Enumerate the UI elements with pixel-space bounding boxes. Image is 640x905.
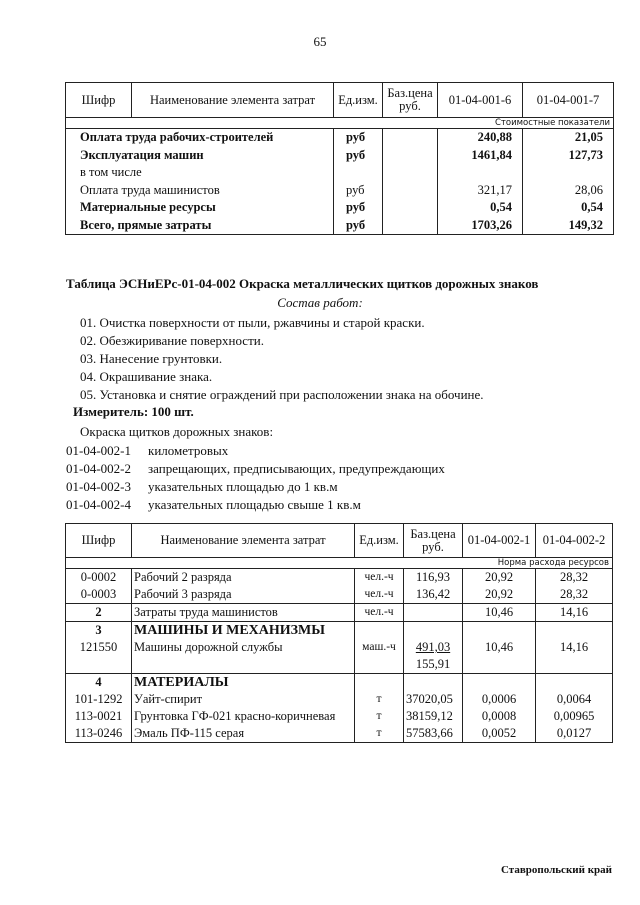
row-value-1: 0,54 xyxy=(490,200,512,214)
work-item: 04. Окрашивание знака. xyxy=(80,369,213,384)
item-value-2: 0,0127 xyxy=(556,726,592,740)
item-value-2: 28,32 xyxy=(559,570,589,584)
group-code: 2 xyxy=(95,605,102,619)
subheader-row xyxy=(66,558,613,569)
item-value-2: 0,0064 xyxy=(556,692,592,706)
item-price: 37020,05 xyxy=(406,692,453,706)
variant-code: 01-04-002-1 xyxy=(66,443,131,458)
row-unit xyxy=(334,164,382,182)
variant-label: указательных площадью свыше 1 кв.м xyxy=(148,497,361,512)
header-base-price: Баз.цена руб. xyxy=(404,524,463,558)
header-rate-2: 01-04-002-2 xyxy=(536,524,613,558)
item-value-2: 14,16 xyxy=(559,605,589,619)
group-code: 3 xyxy=(95,623,102,637)
row-unit: руб xyxy=(346,217,366,232)
row-value-1: 1703,26 xyxy=(471,217,512,232)
item-value-1: 0,0006 xyxy=(481,692,517,706)
header-rate-1: 01-04-002-1 xyxy=(463,524,536,558)
item-name: Грунтовка ГФ-021 красно-коричневая xyxy=(134,709,336,723)
item-code: 0-0003 xyxy=(80,587,117,601)
row-value-2: 127,73 xyxy=(568,147,603,162)
row-value-2: 0,54 xyxy=(581,200,603,214)
item-value-1: 0,0052 xyxy=(481,726,517,740)
item-value-1: 10,46 xyxy=(484,640,514,654)
resource-norms-table xyxy=(65,523,613,743)
table-header-row xyxy=(66,83,614,118)
variant-row xyxy=(66,479,338,495)
item-name: Затраты труда машинистов xyxy=(134,605,278,619)
workers-group-row xyxy=(66,569,613,604)
item-code: 113-0021 xyxy=(74,709,123,723)
item-unit: чел.-ч xyxy=(364,606,394,618)
variant-label: запрещающих, предписывающих, предупреждающих xyxy=(148,461,445,476)
row-value-1 xyxy=(438,164,522,182)
row-value-1: 240,88 xyxy=(477,130,512,144)
subheader-row xyxy=(66,118,614,129)
item-name: Уайт-спирит xyxy=(134,692,203,706)
variant-row xyxy=(66,461,445,477)
item-price-secondary: 155,91 xyxy=(415,657,451,671)
row-value-2: 21,05 xyxy=(574,130,603,144)
row-value-2: 28,06 xyxy=(574,182,603,197)
item-price: 38159,12 xyxy=(406,709,453,723)
variant-row xyxy=(66,497,361,513)
variant-code: 01-04-002-4 xyxy=(66,497,131,512)
row-name: Эксплуатация машин xyxy=(80,147,204,162)
group-title: МАШИНЫ И МЕХАНИЗМЫ xyxy=(134,623,326,638)
item-unit: т xyxy=(376,693,382,705)
work-item: 01. Очистка поверхности от пыли, ржавчины и старой краски. xyxy=(80,315,425,330)
item-unit: чел.-ч xyxy=(364,571,394,583)
item-code: 101-1292 xyxy=(74,692,123,706)
row-name: Материальные ресурсы xyxy=(80,200,216,214)
row-unit: руб xyxy=(346,182,365,197)
item-price xyxy=(404,604,462,621)
item-code: 121550 xyxy=(79,640,118,654)
rate-2-cell xyxy=(523,129,614,235)
item-value-2: 0,00965 xyxy=(553,709,595,723)
meter-label: Измеритель: 100 шт. xyxy=(73,404,194,419)
header-rate-1: 01-04-001-6 xyxy=(438,83,523,118)
variant-code: 01-04-002-3 xyxy=(66,479,131,494)
subheader-label: Норма расхода ресурсов xyxy=(66,558,613,569)
section-title: Таблица ЭСНиЕРс-01-04-002 Окраска металлических щитков дорожных знаков xyxy=(66,276,539,291)
work-item: 03. Нанесение грунтовки. xyxy=(80,351,223,366)
materials-group-row xyxy=(66,674,613,743)
composition-title: Состав работ: xyxy=(277,295,363,310)
item-name: Эмаль ПФ-115 серая xyxy=(134,726,245,740)
row-value-2 xyxy=(523,164,613,182)
work-item: 05. Установка и снятие ограждений при расположении знака на обочине. xyxy=(80,387,484,402)
row-value-1: 321,17 xyxy=(477,182,512,197)
item-unit: т xyxy=(376,710,382,722)
item-code: 113-0246 xyxy=(74,726,123,740)
row-unit: руб xyxy=(346,147,366,162)
item-price: 136,42 xyxy=(415,587,451,601)
row-name: Всего, прямые затраты xyxy=(80,217,212,232)
item-name: Машины дорожной службы xyxy=(134,640,283,654)
item-unit: чел.-ч xyxy=(364,588,394,600)
footer-region: Ставропольский край xyxy=(500,864,612,876)
header-base-price: Баз.цена руб. xyxy=(383,83,438,118)
variant-row xyxy=(66,443,228,459)
header-name: Наименование элемента затрат xyxy=(132,524,355,558)
machines-group-row xyxy=(66,622,613,674)
row-value-1: 1461,84 xyxy=(471,147,512,162)
page-number: 65 xyxy=(313,34,327,49)
row-name: Оплата труда рабочих-строителей xyxy=(80,130,274,144)
header-name: Наименование элемента затрат xyxy=(132,83,334,118)
variant-code: 01-04-002-2 xyxy=(66,461,131,476)
item-unit: маш.-ч xyxy=(362,641,396,653)
row-name: в том числе xyxy=(80,165,142,179)
work-item: 02. Обезжиривание поверхности. xyxy=(80,333,264,348)
variant-label: километровых xyxy=(148,443,229,458)
item-value-1: 20,92 xyxy=(484,587,514,601)
header-code: Шифр xyxy=(66,524,132,558)
row-name: Оплата труда машинистов xyxy=(80,182,220,197)
units-cell xyxy=(334,129,383,235)
group-title: МАТЕРИАЛЫ xyxy=(134,675,229,690)
table-body-row xyxy=(66,129,614,235)
row-unit: руб xyxy=(346,200,366,214)
row-value-2: 149,32 xyxy=(568,217,603,232)
variants-title: Окраска щитков дорожных знаков: xyxy=(80,424,274,439)
item-price: 57583,66 xyxy=(406,726,453,740)
cost-indicators-table xyxy=(65,82,614,235)
row-unit: руб xyxy=(346,130,366,144)
item-value-1: 20,92 xyxy=(484,570,514,584)
rate-1-cell xyxy=(438,129,523,235)
header-unit: Ед.изм. xyxy=(355,524,404,558)
group-code: 4 xyxy=(95,675,102,689)
base-price-cell xyxy=(383,129,438,235)
item-price: 491,03 xyxy=(415,640,451,654)
header-unit: Ед.изм. xyxy=(334,83,383,118)
item-unit: т xyxy=(376,727,382,739)
item-value-2: 28,32 xyxy=(559,587,589,601)
variant-label: указательных площадью до 1 кв.м xyxy=(148,479,338,494)
header-code: Шифр xyxy=(66,83,132,118)
item-value-1: 0,0008 xyxy=(481,709,517,723)
header-rate-2: 01-04-001-7 xyxy=(523,83,614,118)
machinist-labor-row xyxy=(66,604,613,622)
subheader-label: Стоимостные показатели xyxy=(66,118,614,129)
cost-names-cell xyxy=(66,129,334,235)
item-value-1: 10,46 xyxy=(484,605,514,619)
item-name: Рабочий 2 разряда xyxy=(134,570,232,584)
table-header-row xyxy=(66,524,613,558)
item-price: 116,93 xyxy=(416,570,450,584)
item-name: Рабочий 3 разряда xyxy=(134,587,232,601)
item-value-2: 14,16 xyxy=(559,640,589,654)
item-code: 0-0002 xyxy=(80,570,117,584)
